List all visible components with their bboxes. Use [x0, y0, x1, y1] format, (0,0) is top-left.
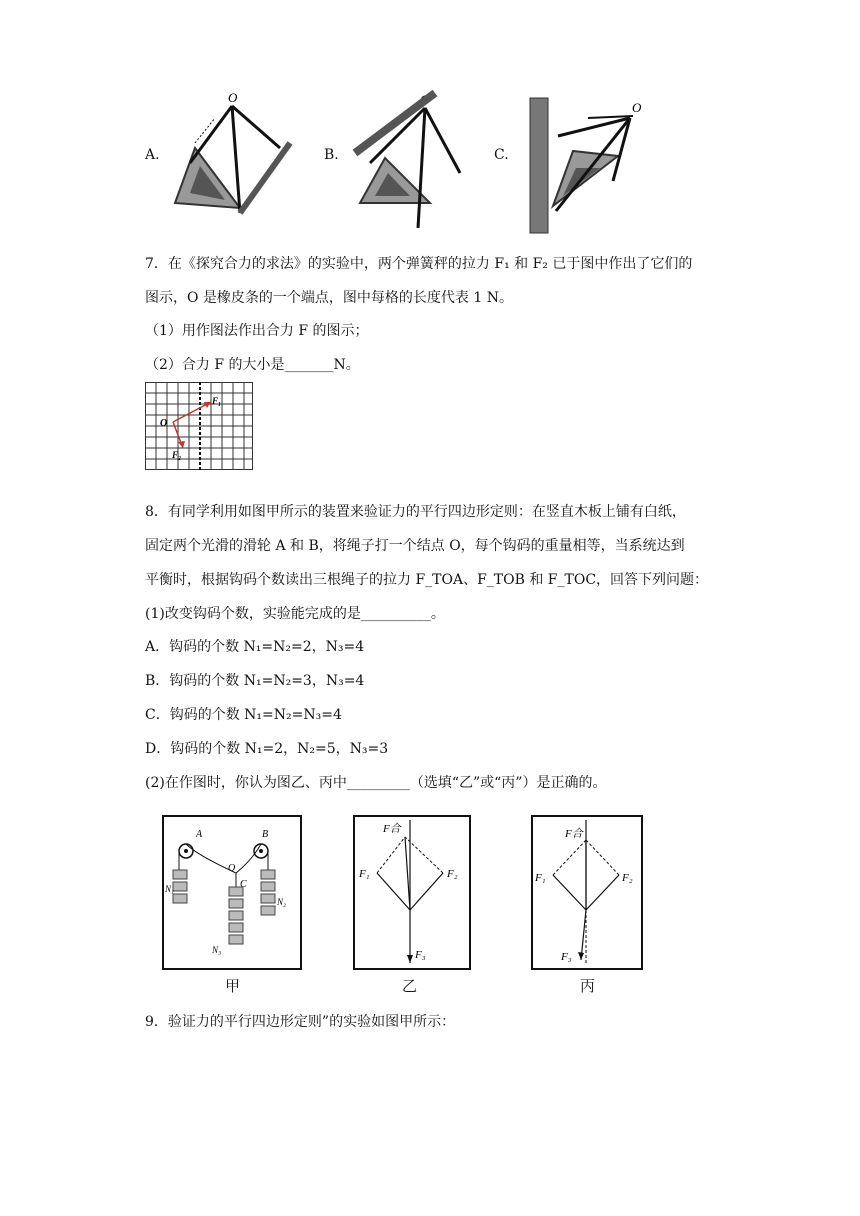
option-b-label: B.	[324, 147, 339, 163]
option-b-figure	[350, 88, 475, 228]
q8-line3: 平衡时，根据钩码个数读出三根绳子的拉力 F_TOA、F_TOB 和 F_TOC，回答下列问题：	[145, 572, 709, 588]
option-a-figure	[170, 88, 305, 218]
figure-jia	[162, 815, 302, 970]
q7-grid-f1-label: F₁	[212, 396, 222, 406]
fig-jia-o-label: O	[228, 863, 236, 874]
figure-yi	[353, 815, 471, 970]
q7-grid-f2-label: F₂	[172, 450, 182, 460]
fig-jia-n3-label: N₃	[212, 945, 222, 955]
q7-grid-o-label: O	[160, 418, 168, 429]
figure-bing	[531, 815, 643, 970]
caption-bing: 丙	[580, 977, 596, 995]
fig-bing-fhe-label: F合	[565, 828, 583, 840]
fig-yi-f1-label: F₁	[359, 868, 370, 880]
q8-sub2: (2)在作图时，你认为图乙、丙中_________（选填“乙”或“丙”）是正确的。	[145, 775, 607, 791]
option-a-label: A.	[145, 147, 160, 163]
fig-yi-fhe-label: F合	[383, 823, 401, 835]
option-c-label: C.	[494, 147, 509, 163]
fig-jia-n2-label: N₂	[277, 897, 287, 907]
fig-bing-f3-label: F₃	[561, 951, 572, 963]
caption-yi: 乙	[402, 977, 418, 995]
fig-yi-f2-label: F₂	[447, 868, 458, 880]
q8-option-c: C．钩码的个数 N₁=N₂=N₃=4	[145, 707, 342, 723]
q7-sub2: （2）合力 F 的大小是_______N。	[145, 357, 360, 373]
q7-grid-figure	[145, 382, 253, 470]
fig-yi-f3-label: F₃	[415, 949, 426, 961]
option-c-origin-label: O	[632, 100, 642, 115]
fig-jia-c-label: C	[240, 879, 247, 890]
fig-bing-f1-label: F₁	[535, 872, 546, 884]
q9-line1: 9．验证力的平行四边形定则”的实验如图甲所示：	[145, 1014, 456, 1030]
q7-line2: 图示，O 是橡皮条的一个端点，图中每格的长度代表 1 N。	[145, 290, 513, 306]
q8-option-b: B．钩码的个数 N₁=N₂=3，N₃=4	[145, 673, 365, 689]
option-a-origin-label: O	[228, 90, 238, 105]
q8-option-a: A．钩码的个数 N₁=N₂=2，N₃=4	[145, 639, 365, 655]
fig-jia-n1-label: N₁	[165, 884, 175, 894]
q8-line2: 固定两个光滑的滑轮 A 和 B，将绳子打一个结点 O，每个钩码的重量相等，当系统达到	[145, 538, 685, 554]
q8-option-d: D．钩码的个数 N₁=2，N₂=5，N₃=3	[145, 741, 389, 757]
fig-bing-f2-label: F₂	[622, 872, 633, 884]
caption-jia: 甲	[225, 977, 241, 995]
fig-jia-b-label: B	[262, 829, 269, 840]
q7-line1: 7．在《探究合力的求法》的实验中，两个弹簧秤的拉力 F₁ 和 F₂ 已于图中作出了它们的	[145, 256, 693, 272]
q7-sub1: （1）用作图法作出合力 F 的图示；	[145, 323, 369, 339]
fig-jia-a-label: A	[196, 829, 203, 840]
q8-sub1: (1)改变钩码个数，实验能完成的是__________。	[145, 606, 445, 622]
q8-line1: 8．有同学利用如图甲所示的装置来验证力的平行四边形定则：在竖直木板上铺有白纸，	[145, 504, 686, 520]
option-c-figure	[528, 96, 663, 236]
